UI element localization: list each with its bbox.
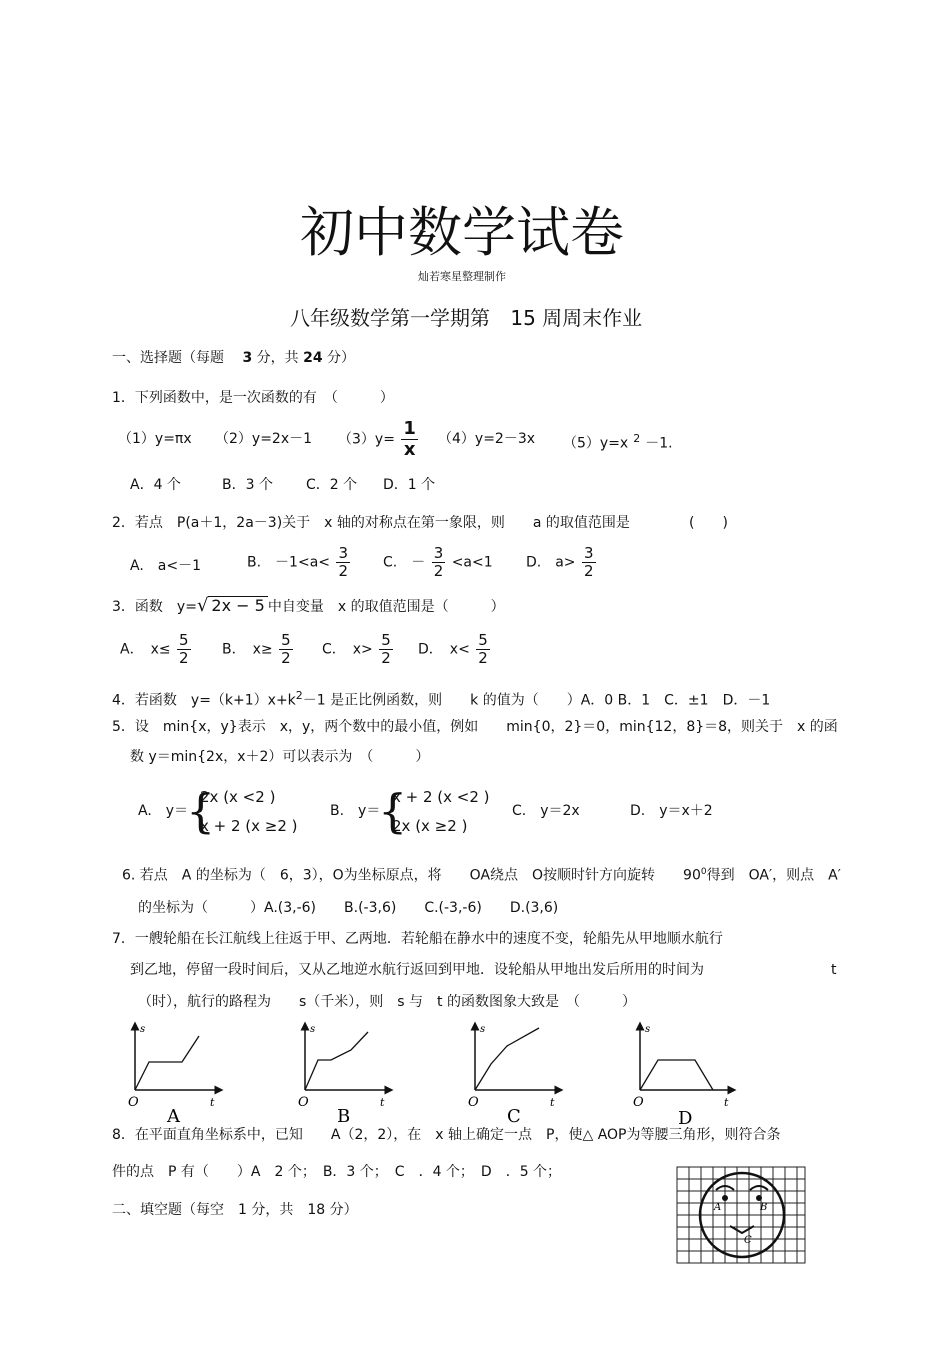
sqrt-sign: √ [196,595,209,616]
q4-stem [112,687,770,710]
q2-option-b [247,545,352,580]
q3-c-num: 5 [381,631,391,649]
q5-option-b-label: B. y＝ [330,803,381,819]
q3-a-den: 2 [179,649,189,667]
q2-c-num: 3 [433,544,444,562]
q1-f5-sup: 2 [633,432,641,445]
q3-a-fraction [177,632,191,667]
q7-line3: （时），航行的路程为 s（千米），则 s 与 t 的函数图象大致是 （ ） [138,994,636,1010]
q3-c-pre: C． x> [322,641,373,658]
q1-f5-post: －1. [645,435,673,452]
graph-a-origin: O [128,1095,139,1110]
q2-paren: ( ) [689,515,728,531]
q5-b-top: x + 2 (x <2 ) [392,788,490,806]
q8-line1: 8．在平面直角坐标系中，已知 A（2，2），在 x 轴上确定一点 P，使△ AOP为等腰三角形，则符合条 [112,1127,781,1143]
graph-b-label: B [337,1106,351,1127]
q2-option-a: A. a<－1 [130,558,201,574]
section1-heading [112,349,355,367]
q6-line2: 的坐标为（ ）A.(3,-6) B.(-3,6) C.(-3,-6) D.(3,6) [138,900,559,916]
face-label-c: C [744,1235,752,1246]
q5-b-brace: { [378,784,408,838]
q2-b-den: 2 [338,562,349,580]
graph-b-origin: O [298,1095,309,1110]
q3-a-num: 5 [179,631,189,649]
q1-f2: （2）y=2x－1 [215,431,313,447]
q7-line2: 到乙地，停留一段时间后，又从乙地逆水航行返回到甲地．设轮船从甲地出发后所用的时间为 [130,962,704,978]
q8-line2: 件的点 P 有（ ）A 2 个； B．3 个； C ．4 个； D ．5 个； [112,1164,562,1180]
q5-option-a-label: A. y＝ [138,803,189,819]
graph-c-label: C [507,1106,521,1127]
graph-a-y-label: s [140,1024,146,1035]
q2-option-d [526,545,598,580]
q5-option-d: D. y＝x＋2 [630,803,713,819]
q3-d-fraction [476,632,490,667]
q5-line1: 5．设 min{x，y}表示 x，y，两个数中的最小值，例如 min{0，2}＝0，min{12，8}＝8，则关于 x 的函 [112,719,838,735]
q3-b-pre: B． x≥ [222,641,273,658]
q3-option-b [222,632,295,667]
section1-post: 分） [327,350,356,366]
graph-a [128,1024,219,1127]
q1-option-a: A．4 个 [130,477,181,493]
q3-c-fraction [379,632,393,667]
graph-d [633,1024,732,1129]
graph-d-label: D [678,1108,693,1129]
q3-d-den: 2 [478,649,488,667]
q4-pre: 4．若函数 y=（k+1）x+k [112,692,296,709]
section1-total: 24 [303,350,323,366]
graph-b-y-label: s [310,1024,316,1035]
section1-per: 3 [242,350,253,366]
page-title: 初中数学试卷 [300,201,624,264]
section1-mid: 分，共 [256,350,299,366]
q1-f3-pre: （3）y= [338,431,395,448]
q2-stem: 2．若点 P(a＋1，2a－3)关于 x 轴的对称点在第一象限，则 a 的取值范围是 [112,515,630,531]
q1-f3 [338,419,420,460]
graph-a-x-label: t [210,1096,215,1109]
graph-c [468,1024,559,1127]
graph-c-y-label: s [480,1024,486,1035]
q3-a-pre: A． x≤ [120,641,171,658]
q5-option-c: C. y＝2x [512,803,580,819]
q1-f3-num: 1 [403,418,416,439]
face-label-a: A [714,1202,722,1213]
graph-a-label: A [167,1106,180,1127]
q2-c-den: 2 [433,562,444,580]
q7-line1: 7．一艘轮船在长江航线上往返于甲、乙两地．若轮船在静水中的速度不变，轮船先从甲地顺水航行 [112,931,723,947]
q1-f1: （1）y=πx [118,431,192,447]
graph-d-origin: O [633,1095,644,1110]
section2-heading: 二、填空题（每空 1 分，共 18 分） [112,1202,358,1218]
q3-option-d [418,632,492,667]
q5-a-bottom: x + 2 (x ≥2 ) [200,817,298,835]
q2-d-den: 2 [584,562,594,580]
q1-f3-den: x [403,439,416,460]
q5-line2: 数 y＝min{2x，x＋2）可以表示为 （ ） [130,749,430,765]
q7-line2-end: t [831,962,837,978]
q3-stem-pre: 3．函数 y= [112,599,197,615]
q3-option-a [120,632,193,667]
q2-c-fraction [432,545,446,580]
q3-b-num: 5 [281,631,291,649]
graph-c-x-label: t [550,1096,555,1109]
q6-pre: 6. 若点 A 的坐标为（ 6，3），O为坐标原点，将 OA绕点 O按顺时针方向旋转 90 [122,867,701,884]
graph-d-x-label: t [724,1096,729,1109]
q2-d-num: 3 [584,544,594,562]
q3-option-c [322,632,395,667]
q3-radicand: 2x − 5 [208,596,267,615]
q2-option-c [383,545,493,580]
q4-sup: 2 [295,689,303,702]
q2-c-post: <a<1 [451,554,493,571]
q1-f3-fraction [401,419,418,460]
exam-heading-pre: 八年级数学第一学期第 [290,306,490,330]
face-grid-figure [676,1166,806,1264]
graph-d-y-label: s [645,1024,651,1035]
q3-b-fraction [279,632,293,667]
q6-sup: 0 [700,867,707,877]
q3-stem [112,596,505,616]
face-label-b: B [760,1202,768,1213]
q1-option-d: D．1 个 [383,477,436,493]
exam-heading-post: 周周末作业 [542,306,643,330]
q1-f5 [563,430,673,453]
q6-post: 得到 OA′，则点 A′ [706,867,841,884]
q2-b-pre: B. －1<a< [247,554,331,571]
q1-option-b: B．3 个 [222,477,273,493]
q2-c-pre: C. － [383,554,426,571]
exam-heading-num: 15 [510,306,536,330]
q5-a-brace: { [186,784,216,838]
q5-b-bottom: 2x (x ≥2 ) [392,817,468,835]
q3-b-den: 2 [281,649,291,667]
q7-graphs [115,1020,755,1130]
q5-a-top: 2x (x <2 ) [200,788,276,806]
q2-d-fraction [582,545,596,580]
graph-b [298,1024,389,1127]
q3-d-pre: D． x< [418,641,470,658]
q3-stem-post: 中自变量 x 的取值范围是（ ） [267,599,505,615]
q2-b-fraction [336,545,350,580]
q2-d-pre: D. a> [526,554,576,571]
q2-b-num: 3 [338,544,349,562]
q1-stem: 1．下列函数中，是一次函数的有 （ ） [112,390,394,406]
q1-f4: （4）y=2－3x [438,431,536,447]
q3-d-num: 5 [478,631,488,649]
q1-f5-pre: （5）y=x [563,435,629,452]
q1-option-c: C．2 个 [306,477,358,493]
page-subtitle: 灿若寒星整理制作 [418,270,506,283]
q6-line1 [122,863,841,885]
section1-pre: 一、选择题（每题 [112,350,224,366]
q4-post: －1 是正比例函数，则 k 的值为（ ）A．0 B．1 C．±1 D．－1 [302,692,771,709]
graph-c-origin: O [468,1095,479,1110]
exam-heading [290,302,642,331]
graph-b-x-label: t [380,1096,385,1109]
q3-c-den: 2 [381,649,391,667]
